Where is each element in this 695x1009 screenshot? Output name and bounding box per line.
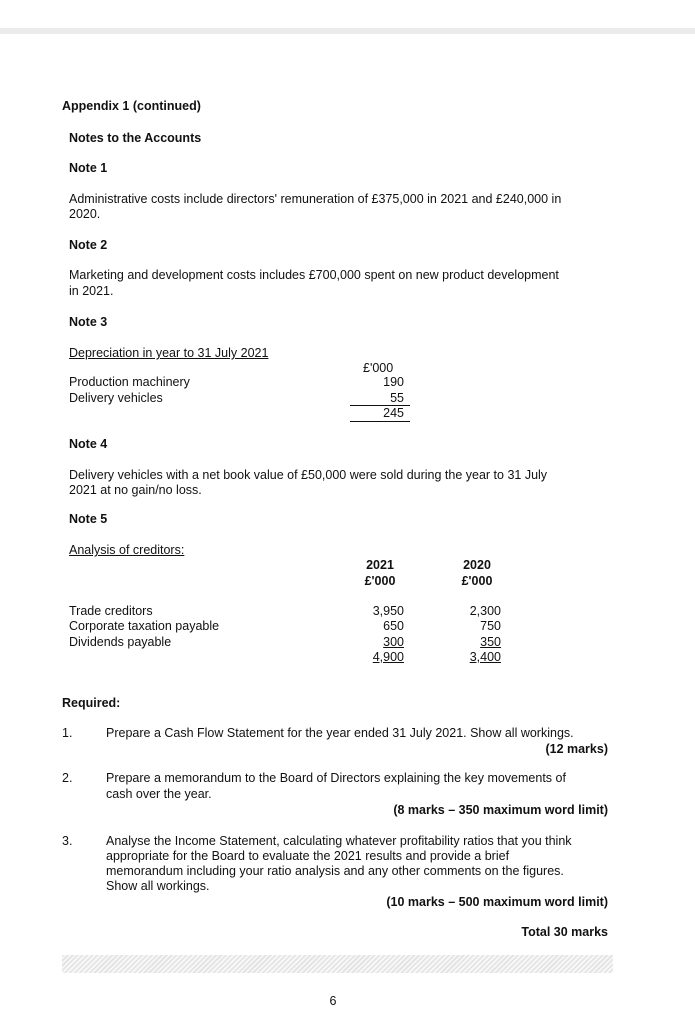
total-marks: Total 30 marks xyxy=(521,925,608,939)
note3-title: Note 3 xyxy=(69,315,108,329)
note4-text: 2021 at no gain/no loss. xyxy=(69,483,202,497)
question-text: appropriate for the Board to evaluate the 2021 results and provide a brief xyxy=(106,849,510,863)
notes-title: Notes to the Accounts xyxy=(69,131,202,145)
creditor-total: 3,400 xyxy=(469,650,501,664)
appendix-heading: Appendix 1 (continued) xyxy=(62,99,201,113)
creditor-value: 350 xyxy=(480,635,501,649)
creditor-label: Dividends payable xyxy=(69,635,172,649)
total-rule xyxy=(350,421,410,422)
question-number: 3. xyxy=(62,834,73,848)
note2-text: Marketing and development costs includes £700,000 spent on new product development xyxy=(69,268,559,282)
creditor-value: 2,300 xyxy=(469,604,501,618)
note2-title: Note 2 xyxy=(69,238,108,252)
note5-title: Note 5 xyxy=(69,512,108,526)
page-number: 6 xyxy=(329,994,337,1008)
note4-title: Note 4 xyxy=(69,437,108,451)
question-marks: (10 marks – 500 maximum word limit) xyxy=(386,895,608,909)
col-unit: £'000 xyxy=(461,574,493,588)
creditor-value: 750 xyxy=(480,619,501,633)
note1-title: Note 1 xyxy=(69,161,108,175)
question-text: Show all workings. xyxy=(106,879,210,893)
question-text: Prepare a Cash Flow Statement for the year ended 31 July 2021. Show all workings. xyxy=(106,726,574,740)
note3-row-value: 55 xyxy=(390,391,404,405)
note3-row-label: Delivery vehicles xyxy=(69,391,163,405)
question-text: cash over the year. xyxy=(106,787,212,801)
col-year: 2021 xyxy=(366,558,394,572)
note3-row-value: 190 xyxy=(383,375,404,389)
question-text: Analyse the Income Statement, calculating whatever profitability ratios that you think xyxy=(106,834,572,848)
note3-subtitle: Depreciation in year to 31 July 2021 xyxy=(69,346,269,360)
question-text: memorandum including your ratio analysis and any other comments on the figures. xyxy=(106,864,564,878)
note1-text: Administrative costs include directors' remuneration of £375,000 in 2021 and £240,000 in xyxy=(69,192,562,206)
creditor-label: Trade creditors xyxy=(69,604,153,618)
page-separator xyxy=(0,28,695,34)
note1-text: 2020. xyxy=(69,207,101,221)
creditor-total: 4,900 xyxy=(372,650,404,664)
creditor-label: Corporate taxation payable xyxy=(69,619,220,633)
question-number: 1. xyxy=(62,726,73,740)
note5-subtitle: Analysis of creditors: xyxy=(69,543,185,557)
question-marks: (8 marks – 350 maximum word limit) xyxy=(393,803,608,817)
question-marks: (12 marks) xyxy=(545,742,608,756)
creditor-value: 650 xyxy=(383,619,404,633)
creditor-value: 3,950 xyxy=(372,604,404,618)
footer-hatch-bar xyxy=(62,955,613,973)
note2-text: in 2021. xyxy=(69,284,114,298)
required-title: Required: xyxy=(62,696,121,710)
note3-total: 245 xyxy=(383,406,404,420)
note3-unit: £'000 xyxy=(363,361,394,375)
creditor-value: 300 xyxy=(383,635,404,649)
col-unit: £'000 xyxy=(364,574,396,588)
question-number: 2. xyxy=(62,771,73,785)
note3-row-label: Production machinery xyxy=(69,375,190,389)
col-year: 2020 xyxy=(463,558,491,572)
question-text: Prepare a memorandum to the Board of Directors explaining the key movements of xyxy=(106,771,566,785)
note4-text: Delivery vehicles with a net book value of £50,000 were sold during the year to 31 July xyxy=(69,468,548,482)
